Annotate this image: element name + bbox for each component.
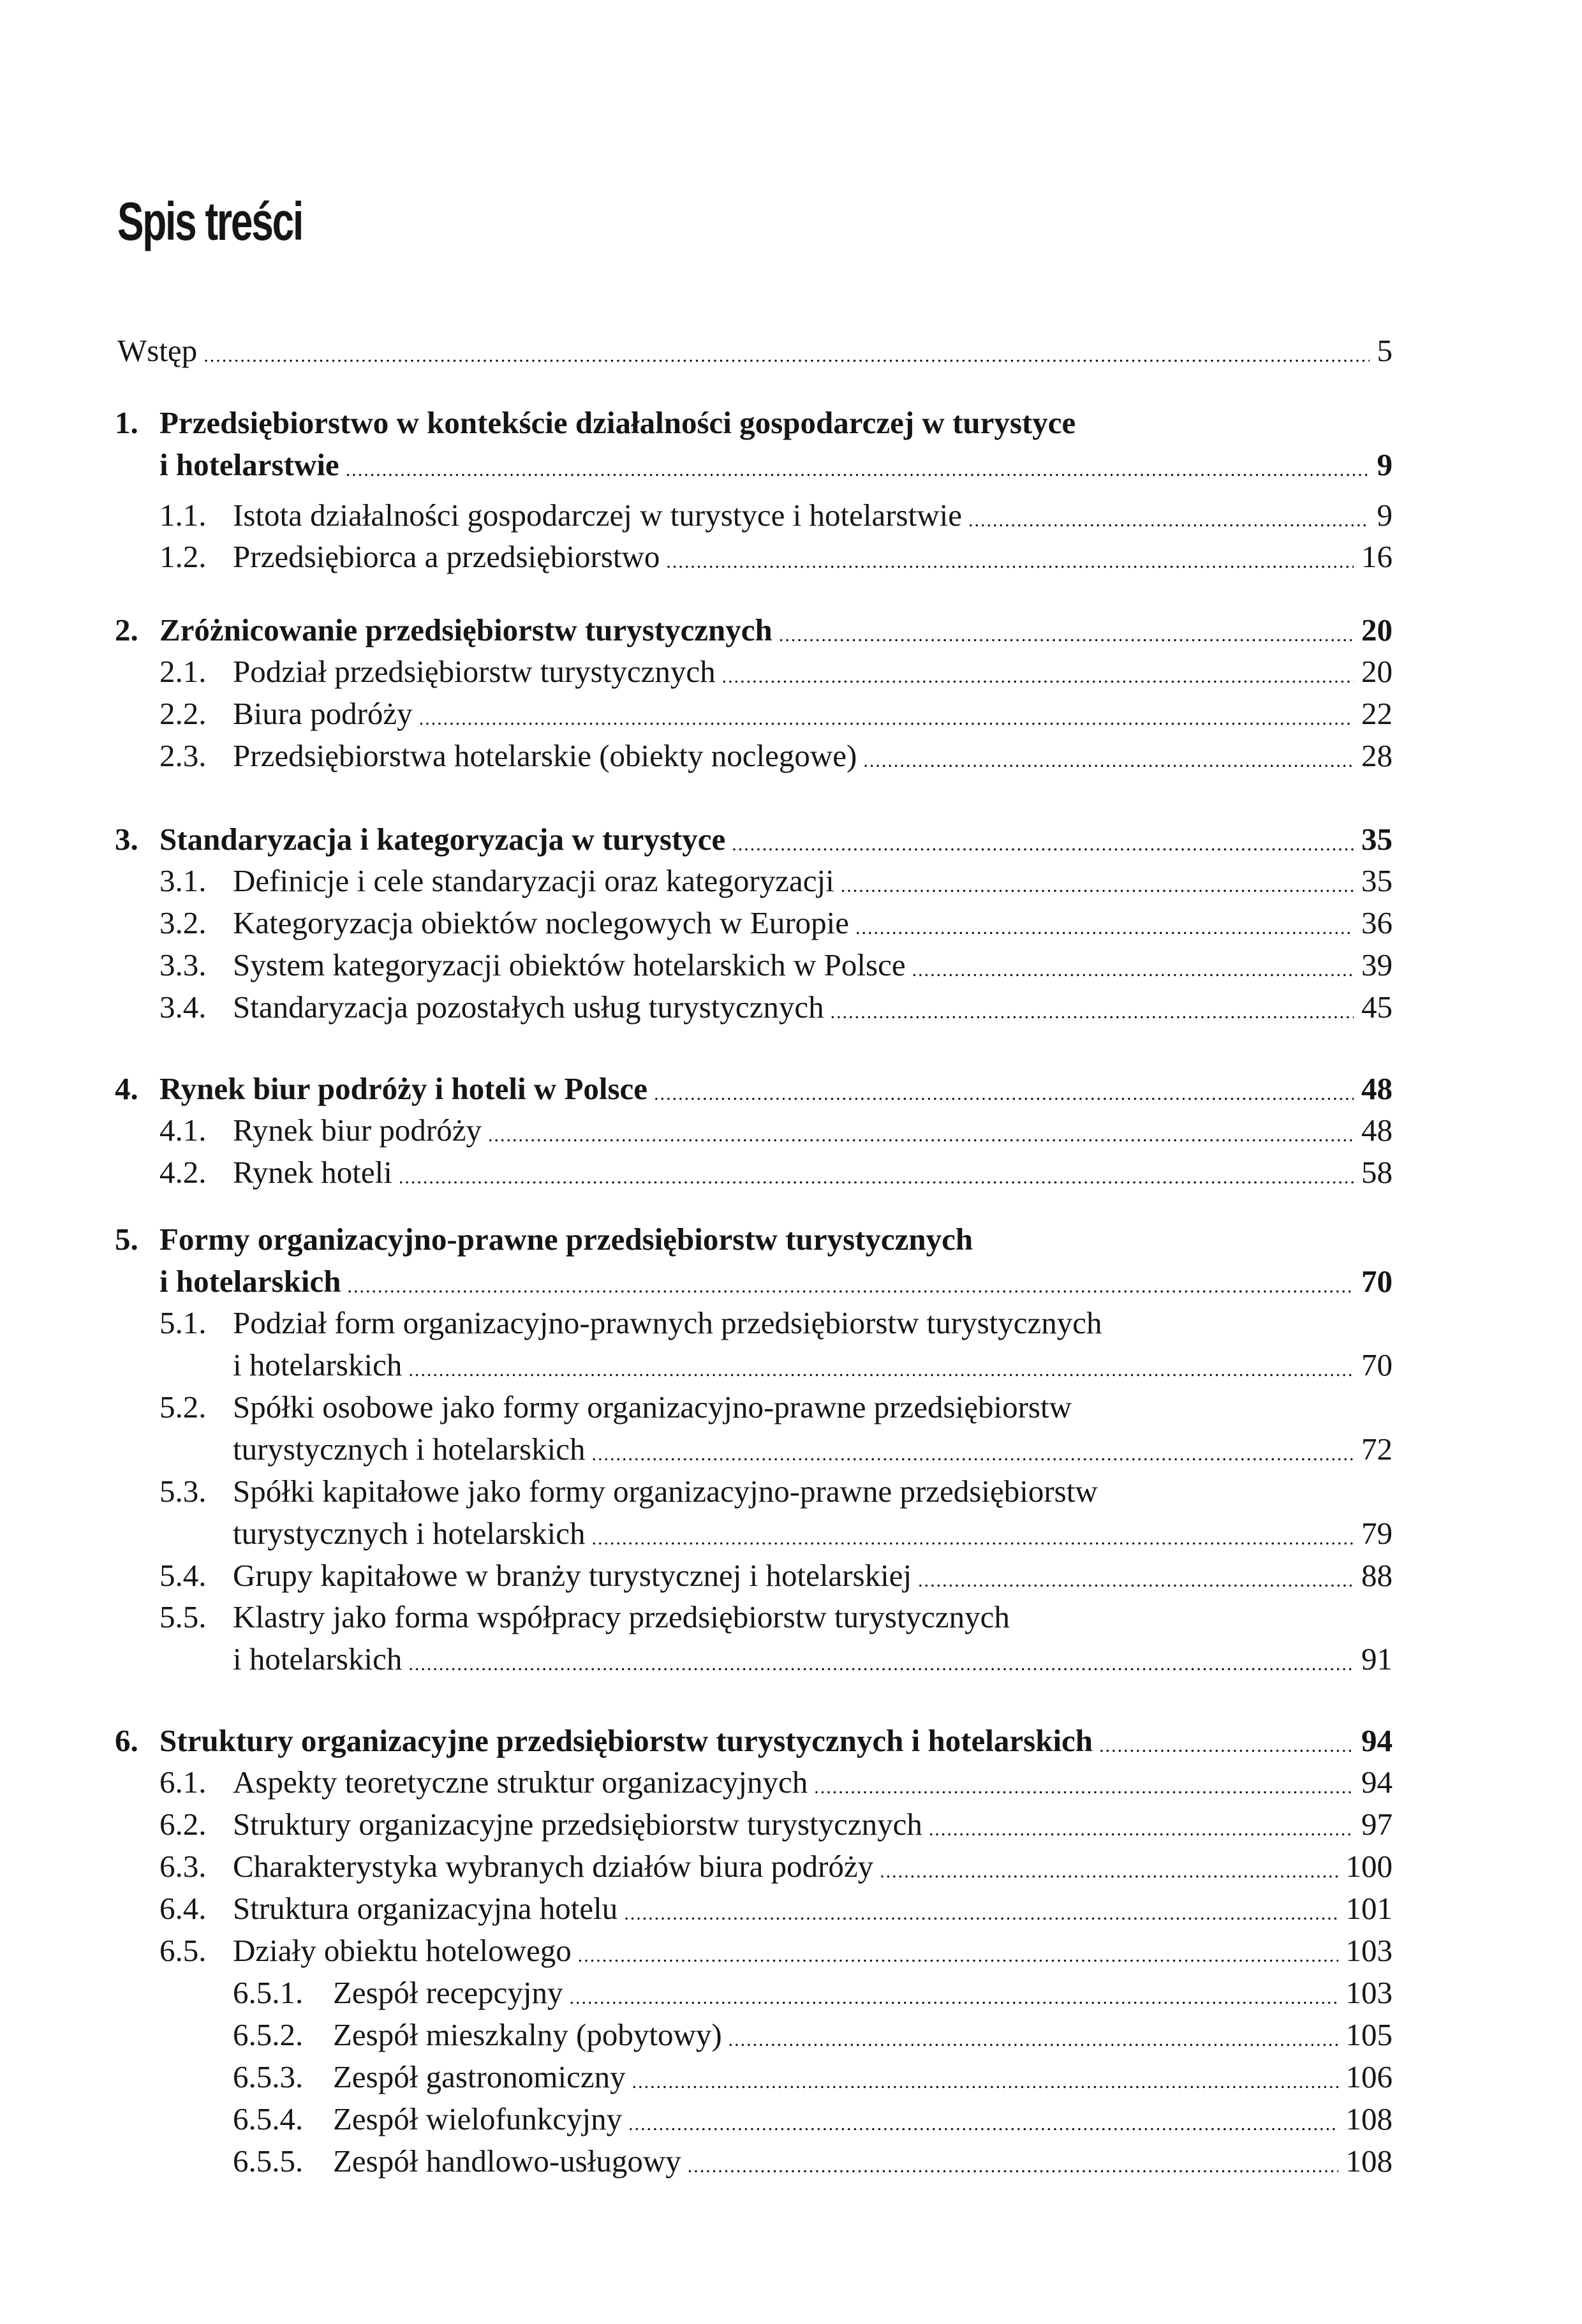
toc-entry-number: 1.: [115, 405, 138, 440]
toc-entry-label: Zespół gastronomiczny: [333, 2059, 626, 2094]
toc-page-number: 70: [1361, 1264, 1393, 1299]
toc-entry-label: System kategoryzacji obiektów hotelarskich w Polsce: [233, 947, 906, 982]
toc-page-number: 36: [1361, 905, 1393, 940]
toc-chapter-4: [115, 1068, 1393, 1110]
toc-section: [159, 1555, 1393, 1597]
toc-section: [159, 651, 1393, 693]
toc-entry-label: Działy obiektu hotelowego: [233, 1933, 572, 1968]
toc-entry-number: 4.1.: [159, 1113, 207, 1148]
dot-leader: [968, 505, 1370, 537]
dot-leader: [831, 996, 1354, 1028]
dot-leader: [591, 1439, 1354, 1470]
toc-entry-number: 3.3.: [159, 947, 207, 982]
toc-section: [159, 944, 1393, 986]
toc-entry-number: 5.1.: [159, 1305, 207, 1340]
dot-leader: [929, 1814, 1354, 1846]
dot-leader: [688, 2150, 1338, 2182]
toc-page-number: 5: [1377, 333, 1393, 368]
toc-entry-number: 4.: [115, 1071, 138, 1106]
toc-section: [159, 1470, 1393, 1555]
toc-entry-label: Przedsiębiorca a przedsiębiorstwo: [233, 539, 660, 574]
toc-entry-number: 6.5.: [159, 1933, 207, 1968]
dot-leader: [632, 2066, 1338, 2098]
toc-page-number: 16: [1361, 539, 1393, 574]
toc-subsection: [233, 2140, 1393, 2182]
toc-entry-label: Struktury organizacyjne przedsiębiorstw turystycznych: [233, 1807, 922, 1842]
toc-entry-label: Klastry jako forma współpracy przedsiębiorstw turystycznych: [233, 1599, 1010, 1634]
toc-entry-label: i hotelarskich: [159, 1264, 341, 1299]
toc-entry-label: Podział przedsiębiorstw turystycznych: [233, 654, 716, 689]
toc-section: [159, 1596, 1393, 1680]
toc-entry-number: 3.: [115, 822, 138, 857]
dot-leader: [578, 1940, 1338, 1972]
dot-leader: [732, 829, 1354, 861]
toc-entry-label: Kategoryzacja obiektów noclegowych w Europie: [233, 905, 850, 940]
toc-entry-label: Standaryzacja i kategoryzacja w turystyce: [159, 822, 726, 857]
toc-page-number: 22: [1361, 696, 1393, 731]
dot-leader: [814, 1772, 1354, 1803]
toc-entry-label: Struktury organizacyjne przedsiębiorstw turystycznych i hotelarskich: [159, 1723, 1093, 1758]
toc-section: [159, 1151, 1393, 1194]
toc-chapter-5: [115, 1218, 1393, 1303]
toc-section: [159, 860, 1393, 902]
toc-entry-label: Przedsiębiorstwa hotelarskie (obiekty noclegowe): [233, 738, 857, 773]
dot-leader: [591, 1523, 1354, 1555]
dot-leader: [346, 454, 1370, 486]
toc-subsection: [233, 2098, 1393, 2140]
dot-leader: [1099, 1730, 1354, 1762]
toc-entry-label: Wstęp: [117, 333, 198, 368]
toc-page-number: 28: [1361, 738, 1393, 773]
toc-entry-label: Przedsiębiorstwo w kontekście działalności gospodarczej w turystyce: [159, 405, 1076, 440]
toc-entry-label: Podział form organizacyjno-prawnych przedsiębiorstw turystycznych: [233, 1305, 1102, 1340]
toc-chapter-6: [115, 1720, 1393, 1762]
dot-leader: [863, 745, 1354, 777]
dot-leader: [666, 546, 1354, 578]
toc-page-number: 100: [1345, 1849, 1393, 1884]
toc-page-number: 108: [1345, 2101, 1393, 2136]
toc-entry-number: 5.5.: [159, 1599, 207, 1634]
toc-entry-number: 6.5.5.: [233, 2143, 304, 2179]
toc-section: [159, 1302, 1393, 1386]
toc-page-number: 94: [1361, 1765, 1393, 1800]
toc-section: [159, 1761, 1393, 1803]
page-title: Spis treści: [117, 191, 302, 251]
toc-page-number: 45: [1361, 989, 1393, 1025]
toc-entry-number: 2.2.: [159, 696, 207, 731]
dot-leader: [880, 1856, 1338, 1888]
toc-page-number: 70: [1361, 1347, 1393, 1382]
dot-leader: [408, 1354, 1354, 1386]
toc-entry-number: 3.4.: [159, 989, 207, 1025]
toc-entry-number: 6.: [115, 1723, 138, 1758]
toc-page-number: 91: [1361, 1641, 1393, 1676]
dot-leader: [624, 1898, 1338, 1930]
toc-page-number: 20: [1361, 612, 1393, 648]
toc-entry-label: Struktura organizacyjna hotelu: [233, 1891, 618, 1926]
toc-entry-label: Definicje i cele standaryzacji oraz kategoryzacji: [233, 863, 834, 898]
toc-entry-label: i hotelarstwie: [159, 447, 339, 482]
dot-leader: [419, 703, 1354, 735]
toc-entry-number: 5.3.: [159, 1474, 207, 1509]
toc-chapter-2: [115, 609, 1393, 651]
toc-entry-number: 6.5.3.: [233, 2059, 304, 2094]
toc-subsection: [233, 1972, 1393, 2014]
toc-page-number: 35: [1361, 822, 1393, 857]
toc-entry-number: 2.: [115, 612, 138, 648]
dot-leader: [912, 954, 1354, 986]
dot-leader: [841, 870, 1354, 902]
toc-entry-number: 2.3.: [159, 738, 207, 773]
dot-leader: [347, 1271, 1354, 1303]
toc-section: [159, 735, 1393, 777]
dot-leader: [628, 2108, 1338, 2140]
toc-entry-number: 6.5.1.: [233, 1975, 304, 2010]
toc-page-number: 103: [1345, 1933, 1393, 1968]
toc-page-number: 88: [1361, 1558, 1393, 1593]
toc-page-number: 58: [1361, 1155, 1393, 1190]
dot-leader: [488, 1120, 1354, 1151]
toc-section: [159, 1888, 1393, 1930]
toc-entry-number: 6.5.4.: [233, 2101, 304, 2136]
toc-entry-number: 3.1.: [159, 863, 207, 898]
toc-entry-label: Spółki osobowe jako formy organizacyjno-prawne przedsiębiorstw: [233, 1389, 1072, 1425]
toc-section: [159, 1386, 1393, 1470]
toc-page-number: 97: [1361, 1807, 1393, 1842]
toc-page-number: 94: [1361, 1723, 1393, 1758]
toc-page-number: 48: [1361, 1071, 1393, 1106]
toc-section: [159, 494, 1393, 537]
toc-page-number: 39: [1361, 947, 1393, 982]
toc-entry-number: 6.4.: [159, 1891, 207, 1926]
toc-entry-label: Istota działalności gospodarczej w turystyce i hotelarstwie: [233, 498, 962, 533]
dot-leader: [722, 661, 1354, 693]
toc-section: [159, 693, 1393, 735]
toc-section: [159, 1803, 1393, 1846]
toc-entry-number: 1.2.: [159, 539, 207, 574]
dot-leader: [399, 1162, 1354, 1194]
toc-entry-number: 3.2.: [159, 905, 207, 940]
toc-entry-label: Biura podróży: [233, 696, 413, 731]
toc-entry-label: i hotelarskich: [233, 1347, 403, 1382]
dot-leader: [654, 1078, 1354, 1110]
toc-entry-number: 5.4.: [159, 1558, 207, 1593]
toc-entry-label: Zespół recepcyjny: [333, 1975, 563, 2010]
toc-section: [159, 536, 1393, 578]
toc-page-number: 9: [1377, 498, 1393, 533]
toc-entry-number: 6.5.2.: [233, 2017, 304, 2052]
toc-entry-label: i hotelarskich: [233, 1641, 403, 1676]
toc-entry-label: Standaryzacja pozostałych usług turystycznych: [233, 989, 824, 1025]
toc-page-number: 35: [1361, 863, 1393, 898]
toc-entry-label: Grupy kapitałowe w branży turystycznej i hotelarskiej: [233, 1558, 912, 1593]
dot-leader: [855, 912, 1354, 944]
toc-entry-number: 6.2.: [159, 1807, 207, 1842]
toc-entry-number: 4.2.: [159, 1155, 207, 1190]
dot-leader: [408, 1648, 1354, 1680]
toc-page-number: 106: [1345, 2059, 1393, 2094]
toc-chapter-3: [115, 818, 1393, 861]
dot-leader: [779, 619, 1354, 651]
toc-page-number: 48: [1361, 1113, 1393, 1148]
toc-entry-label: Zespół wielofunkcyjny: [333, 2101, 623, 2136]
toc-entry-label: Aspekty teoretyczne struktur organizacyjnych: [233, 1765, 808, 1800]
toc-page-number: 72: [1361, 1432, 1393, 1467]
toc-entry-label: Charakterystyka wybranych działów biura podróży: [233, 1849, 874, 1884]
toc-entry-label: turystycznych i hotelarskich: [233, 1432, 586, 1467]
toc-section: [159, 1846, 1393, 1888]
toc-entry-number: 1.1.: [159, 498, 207, 533]
dot-leader: [203, 340, 1369, 372]
toc-page-number: 79: [1361, 1516, 1393, 1551]
toc-page-number: 105: [1345, 2017, 1393, 2052]
toc-entry-number: 5.: [115, 1222, 138, 1257]
toc-entry-number: 6.1.: [159, 1765, 207, 1800]
toc-subsection: [233, 2014, 1393, 2056]
toc-entry-label: turystycznych i hotelarskich: [233, 1516, 586, 1551]
toc-page-number: 103: [1345, 1975, 1393, 2010]
dot-leader: [570, 1982, 1338, 2014]
toc-section: [159, 902, 1393, 944]
toc-page-number: 20: [1361, 654, 1393, 689]
toc-subsection: [233, 2056, 1393, 2098]
toc-section: [159, 1109, 1393, 1151]
dot-leader: [918, 1565, 1354, 1597]
toc-entry-number: 5.2.: [159, 1389, 207, 1425]
toc-entry-label: Zespół mieszkalny (pobytowy): [333, 2017, 722, 2052]
toc-section: [159, 986, 1393, 1028]
dot-leader: [728, 2024, 1338, 2056]
toc-page-number: 101: [1345, 1891, 1393, 1926]
toc-page-number: 9: [1377, 447, 1393, 482]
toc-page-number: 108: [1345, 2143, 1393, 2179]
toc-entry-label: Zespół handlowo-usługowy: [333, 2143, 681, 2179]
toc-entry-label: Zróżnicowanie przedsiębiorstw turystycznych: [159, 612, 773, 648]
toc-entry-label: Spółki kapitałowe jako formy organizacyjno-prawne przedsiębiorstw: [233, 1474, 1098, 1509]
toc-entry-label: Rynek hoteli: [233, 1155, 392, 1190]
toc-entry-label: Rynek biur podróży: [233, 1113, 482, 1148]
toc-entry-intro: [117, 330, 1393, 372]
toc-section: [159, 1930, 1393, 1972]
toc-chapter-1: [115, 402, 1393, 486]
toc-entry-number: 2.1.: [159, 654, 207, 689]
toc-entry-label: Rynek biur podróży i hoteli w Polsce: [159, 1071, 648, 1106]
toc-entry-label: Formy organizacyjno-prawne przedsiębiorstw turystycznych: [159, 1222, 973, 1257]
toc-entry-number: 6.3.: [159, 1849, 207, 1884]
